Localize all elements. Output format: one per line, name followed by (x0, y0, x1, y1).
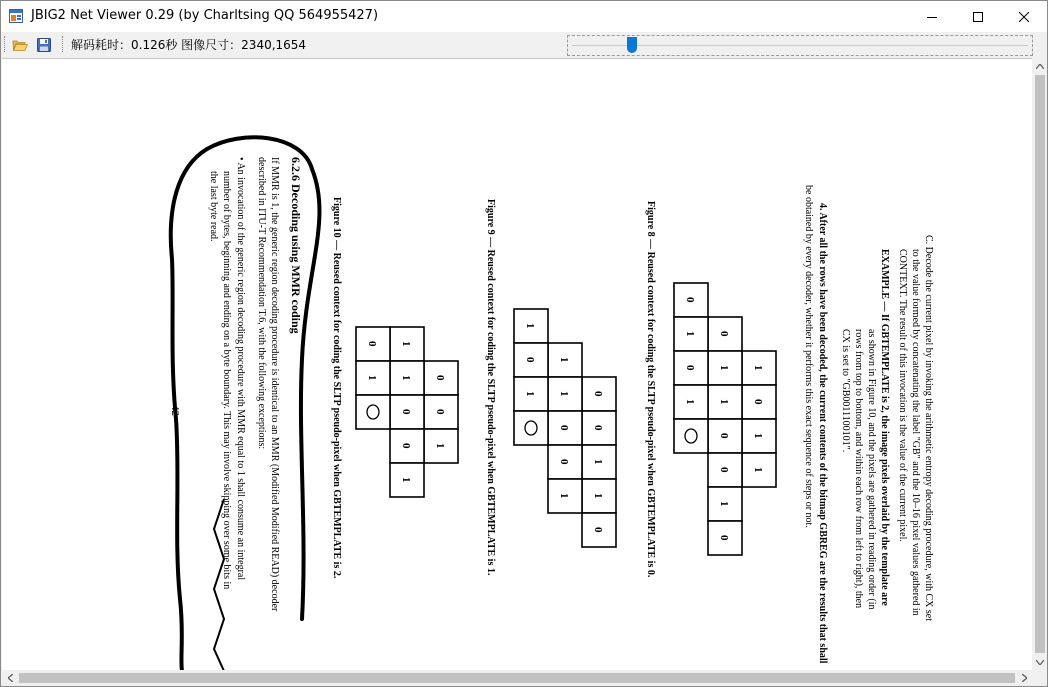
slider-track (572, 45, 1028, 46)
c-step-line2: to the value formed by concatenating the label "GB" and the 10–16 pixel values gathered in (910, 249, 921, 616)
template-cell-value: 0 (524, 357, 536, 363)
figure8-caption: Figure 8 — Reused context for coding the SLTP pseudo-pixel when GBTEMPLATE is 0. (645, 201, 656, 578)
example-line3: rows from top to bottom, and within each row from left to right), then (853, 329, 864, 609)
template-cell (356, 395, 390, 429)
save-disk-icon (37, 38, 51, 52)
section-para-line1: If MMR is 1, the generic region decoding procedure is identical to an MMR (Modified Modified READ) decoder (269, 157, 280, 612)
template-cell-value: 1 (400, 477, 412, 483)
maximize-icon (973, 12, 983, 22)
template-cell-value: 1 (718, 501, 730, 507)
chevron-right-icon (1022, 674, 1027, 682)
section-heading: 6.2.6 Decoding using MMR coding (289, 157, 303, 334)
step4-line2: be obtained by every decoder, whether it performs this exact sequence of steps or not. (803, 185, 814, 528)
scroll-right-button[interactable] (1016, 670, 1032, 686)
figure10-caption: Figure 10 — Reused context for coding the SLTP pseudo-pixel when GBTEMPLATE is 2. (331, 197, 342, 579)
template-cell-value: 1 (718, 399, 730, 405)
scrollbar-corner (1032, 670, 1048, 686)
template-cell-value: 0 (558, 459, 570, 465)
maximize-button[interactable] (955, 1, 1001, 32)
bullet-line2: number of bytes, beginning and ending on a byte boundary. This may involve skipping over some bits in (221, 171, 232, 590)
template-cell-value: 0 (592, 527, 604, 533)
scroll-down-button[interactable] (1032, 654, 1048, 670)
decode-status-label: 解码耗时：0.126秒 图像尺寸：2340,1654 (71, 38, 307, 52)
template-cell-value: 0 (718, 433, 730, 439)
chevron-left-icon (8, 674, 13, 682)
page-number: 42 (169, 405, 181, 416)
template-cell-value: 0 (684, 297, 696, 303)
template-cell-value: 1 (592, 493, 604, 499)
template-cell-value: 1 (366, 375, 378, 381)
example-line1: EXAMPLE — If GBTEMPLATE is 2, the image pixels overlaid by the template are (879, 249, 890, 606)
c-step-line3: CONTEXT. The result of this invocation is the value of the current pixel. (897, 249, 908, 542)
close-icon (1019, 12, 1029, 22)
template-cell-value: 1 (684, 331, 696, 337)
close-button[interactable] (1001, 1, 1047, 32)
template-cell-value: 1 (400, 375, 412, 381)
template-cell-value: 1 (524, 391, 536, 397)
template-cell-value: 1 (558, 493, 570, 499)
template-cell-value: 0 (752, 399, 764, 405)
bullet-line1: • An invocation of the generic region decoding procedure with MMR equal to 1 shall consume an integral (235, 157, 246, 581)
template-cell-value: 0 (434, 375, 446, 381)
template-cell-value: 0 (434, 409, 446, 415)
template-cell-value: 1 (434, 443, 446, 449)
template-cell-value: 1 (684, 399, 696, 405)
template-cell-value: 0 (366, 341, 378, 347)
chevron-down-icon (1036, 660, 1044, 665)
window-title: JBIG2 Net Viewer 0.29 (by Charltsing QQ 564955427) (31, 8, 379, 23)
toolbar-grip[interactable] (4, 36, 5, 52)
toolbar-separator (62, 36, 63, 52)
figure10-grid (356, 327, 458, 497)
template-cell-value: 1 (558, 391, 570, 397)
template-cell-value: 0 (718, 331, 730, 337)
example-line4: CX is set to "GB0011100101". (840, 329, 851, 453)
c-step-text (897, 235, 934, 621)
app-icon (9, 9, 23, 23)
template-cell-value: 0 (684, 365, 696, 371)
horizontal-scroll-thumb[interactable] (19, 673, 1015, 683)
image-viewport[interactable] (2, 58, 1032, 670)
scanned-page (2, 59, 1032, 670)
folder-open-icon (12, 38, 28, 52)
open-file-button[interactable] (10, 35, 30, 54)
bullet-line3: the last byte read. (208, 171, 219, 242)
section-626 (208, 157, 303, 612)
template-cell-value: 0 (718, 535, 730, 541)
step4-text (803, 185, 828, 664)
template-cell-value: 0 (400, 443, 412, 449)
scroll-left-button[interactable] (2, 670, 18, 686)
vertical-scrollbar[interactable] (1032, 58, 1048, 670)
example-line2: as shown in Figure 10, and the pixels are gathered in reading order (in (866, 329, 877, 610)
vertical-scroll-thumb[interactable] (1035, 75, 1045, 653)
section-para-line2: described in ITU-T Recommendation T.6, with the following exceptions: (256, 157, 267, 450)
scroll-up-button[interactable] (1032, 58, 1048, 74)
template-cell-value: 1 (752, 433, 764, 439)
slider-thumb[interactable] (627, 37, 637, 53)
example-text (840, 249, 890, 609)
template-cell-value: 1 (558, 357, 570, 363)
step4-line1: 4. After all the rows have been decoded, the current contents of the bitmap GBREG are the results that shall (817, 203, 828, 664)
template-cell-value: 1 (524, 323, 536, 329)
minimize-icon (927, 12, 937, 22)
title-bar[interactable] (1, 1, 1047, 32)
minimize-button[interactable] (909, 1, 955, 32)
c-step-line1: C. Decode the current pixel by invoking the arithmetic entropy decoding procedure, with CX set (923, 235, 934, 622)
template-cell-value: 1 (592, 459, 604, 465)
template-cell (514, 411, 548, 445)
page-slider[interactable] (567, 35, 1033, 56)
template-cell-value: 1 (752, 467, 764, 473)
template-cell-value: 0 (558, 425, 570, 431)
template-cell-value: 0 (592, 425, 604, 431)
save-button[interactable] (34, 35, 54, 54)
figure9-caption: Figure 9 — Reused context for coding the SLTP pseudo-pixel when GBTEMPLATE is 1. (485, 199, 496, 576)
template-cell-value: 1 (400, 341, 412, 347)
template-cell-value: 0 (592, 391, 604, 397)
template-cell-value: 0 (400, 409, 412, 415)
horizontal-scrollbar[interactable] (2, 670, 1032, 686)
figure8-grid (674, 283, 776, 555)
chevron-up-icon (1036, 64, 1044, 69)
template-cell-value: 1 (718, 365, 730, 371)
figure9-grid (514, 309, 616, 547)
template-cell-value: 0 (718, 467, 730, 473)
template-cell-value: 1 (752, 365, 764, 371)
template-cell (674, 419, 708, 453)
